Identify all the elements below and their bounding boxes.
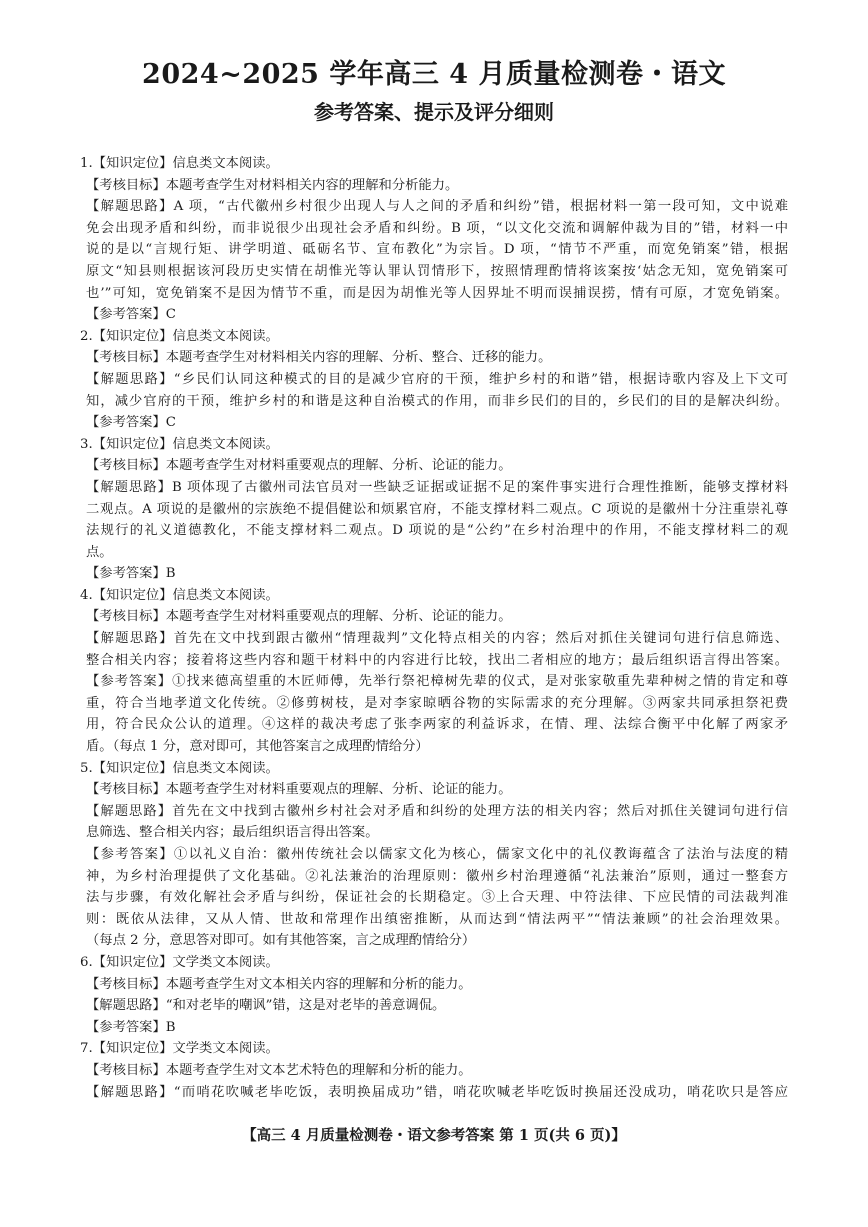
text-line: 法规行的礼义道德教化，不能支撑材料二观点。D 项说的是“公约”在乡村治理中的作用，不能支撑材料二的观	[86, 523, 788, 539]
text-line: 【解题思路】首先在文中找到跟古徽州“情理裁判”文化特点相关的内容；然后对抓住关键词句进行信息筛选、	[86, 631, 788, 647]
text-line: 3.【知识定位】信息类文本阅读。	[80, 436, 279, 452]
text-line: 【参考答案】①以礼义自治：徽州传统社会以儒家文化为核心，儒家文化中的礼仪教诲蕴含了法治与法度的精	[86, 847, 788, 862]
text-line: 则：既依从法律，又从人情、世故和常理作出缜密推断，从而达到“情法两平”“情法兼顾”的社会治理效果。	[86, 911, 788, 927]
text-line: 【考核目标】本题考查学生对材料重要观点的理解、分析、论证的能力。	[86, 609, 512, 625]
text-line: 息筛选、整合相关内容；最后组织语言得出答案。	[86, 825, 379, 841]
text-line: 知，减少官府的干预，维护乡村的和谐是这种自治模式的作用，而非乡民们的目的，乡民们的目的是解决纠纷。	[86, 393, 788, 409]
text-line: 【解题思路】A 项，“古代徽州乡村很少出现人与人之间的矛盾和纠纷”错，根据材料一第一段可知，文中说难	[86, 199, 788, 215]
text-line: 【参考答案】B	[86, 566, 176, 582]
text-line: 原文“知县则根据该河段历史实情在胡惟光等认罪认罚情形下，按照情理酌情将该案按‘姑念无知，宽免销案可	[86, 263, 788, 279]
text-line: 【考核目标】本题考查学生对文本相关内容的理解和分析的能力。	[86, 976, 472, 992]
text-line: 神，为乡村治理提供了文化基础。②礼法兼治的治理原则：徽州乡村治理遵循“礼法兼治”原则，通过一整套方	[86, 868, 788, 884]
text-line: 也’”可知，宽免销案不是因为情节不重，而是因为胡惟光等人因界址不明而误捕误捞，情有可原，才宽免销案。	[86, 285, 788, 301]
text-line: 点。	[86, 544, 113, 560]
text-line: 【解题思路】“而哨花吹喊老毕吃饭，表明换届成功”错，哨花吹喊老毕吃饭时换届还没成功，哨花吹只是答应	[86, 1084, 788, 1100]
text-line: 【解题思路】“和对老毕的嘲讽”错，这是对老毕的善意调侃。	[86, 998, 446, 1014]
text-line: （每点 2 分，意思答对即可。如有其他答案，言之成理酌情给分）	[86, 933, 476, 949]
answer-body	[80, 153, 788, 1103]
page-subtitle: 参考答案、提示及评分细则	[314, 100, 554, 124]
text-line: 【参考答案】B	[86, 1019, 176, 1035]
text-line: 【参考答案】①找来德高望重的木匠师傅，先举行祭祀樟树先辈的仪式，是对张家敬重先辈种树之情的肯定和尊	[86, 674, 788, 690]
text-line: 重，符合当地孝道文化传统。②修剪树枝，是对李家晾晒谷物的实际需求的充分理解。③两家共同承担祭祀费	[86, 695, 788, 711]
page-title: 2024~2025 学年高三 4 月质量检测卷・语文	[142, 59, 726, 90]
text-line: 7.【知识定位】文学类文本阅读。	[80, 1041, 279, 1057]
text-line: 【参考答案】C	[86, 415, 176, 431]
text-line: 【解题思路】“乡民们认同这种模式的目的是减少官府的干预，维护乡村的和谐”错，根据诗歌内容及上下文可	[86, 371, 788, 387]
text-line: 用，符合民众公认的道理。④这样的裁决考虑了张李两家的利益诉求，在情、理、法综合衡平中化解了两家矛	[86, 717, 788, 733]
text-line: 2.【知识定位】信息类文本阅读。	[80, 328, 279, 344]
text-line: 【考核目标】本题考查学生对材料相关内容的理解、分析、整合、迁移的能力。	[86, 350, 552, 366]
text-line: 法与步骤，有效化解社会矛盾与纠纷，保证社会的长期稳定。③上合天理、中符法律、下应民情的司法裁判准	[86, 890, 788, 906]
text-line: 整合相关内容；接着将这些内容和题干材料中的内容进行比较，找出二者相应的地方；最后组织语言得出答案。	[86, 652, 788, 668]
text-line: 免会出现矛盾和纠纷，而非说很少出现社会矛盾和纠纷。B 项，“以文化交流和调解仲裁为目的”错，材料一中	[86, 220, 788, 236]
text-line: 【考核目标】本题考查学生对材料重要观点的理解、分析、论证的能力。	[86, 458, 512, 474]
text-line: 【考核目标】本题考查学生对材料重要观点的理解、分析、论证的能力。	[86, 782, 512, 798]
text-line: 5.【知识定位】信息类文本阅读。	[80, 760, 279, 776]
text-line: 说的是以“言规行矩、讲学明道、砥砺名节、宣布教化”为宗旨。D 项，“情节不严重，而宽免销案”错，根据	[86, 242, 788, 258]
text-line: 二观点。A 项说的是徽州的宗族绝不提倡健讼和烦累官府，不能支撑材料二观点。C 项说的是徽州十分注重崇礼尊	[86, 501, 788, 517]
text-line: 【考核目标】本题考查学生对文本艺术特色的理解和分析的能力。	[86, 1062, 472, 1078]
page-footer: 【高三 4 月质量检测卷・语文参考答案 第 1 页(共 6 页)】	[242, 1127, 626, 1144]
text-line: 1.【知识定位】信息类文本阅读。	[80, 156, 279, 171]
text-line: 【解题思路】B 项体现了古徽州司法官员对一些缺乏证据或证据不足的案件事实进行合理性推断，能够支撑材料	[86, 479, 788, 495]
text-line: 【解题思路】首先在文中找到古徽州乡村社会对矛盾和纠纷的处理方法的相关内容；然后对抓住关键词句进行信	[86, 803, 788, 819]
text-line: 盾。（每点 1 分，意对即可，其他答案言之成理酌情给分）	[86, 739, 429, 755]
text-line: 4.【知识定位】信息类文本阅读。	[80, 587, 279, 603]
text-line: 【考核目标】本题考查学生对材料相关内容的理解和分析能力。	[86, 177, 459, 193]
text-line: 6.【知识定位】文学类文本阅读。	[80, 954, 279, 970]
text-line: 【参考答案】C	[86, 307, 176, 323]
